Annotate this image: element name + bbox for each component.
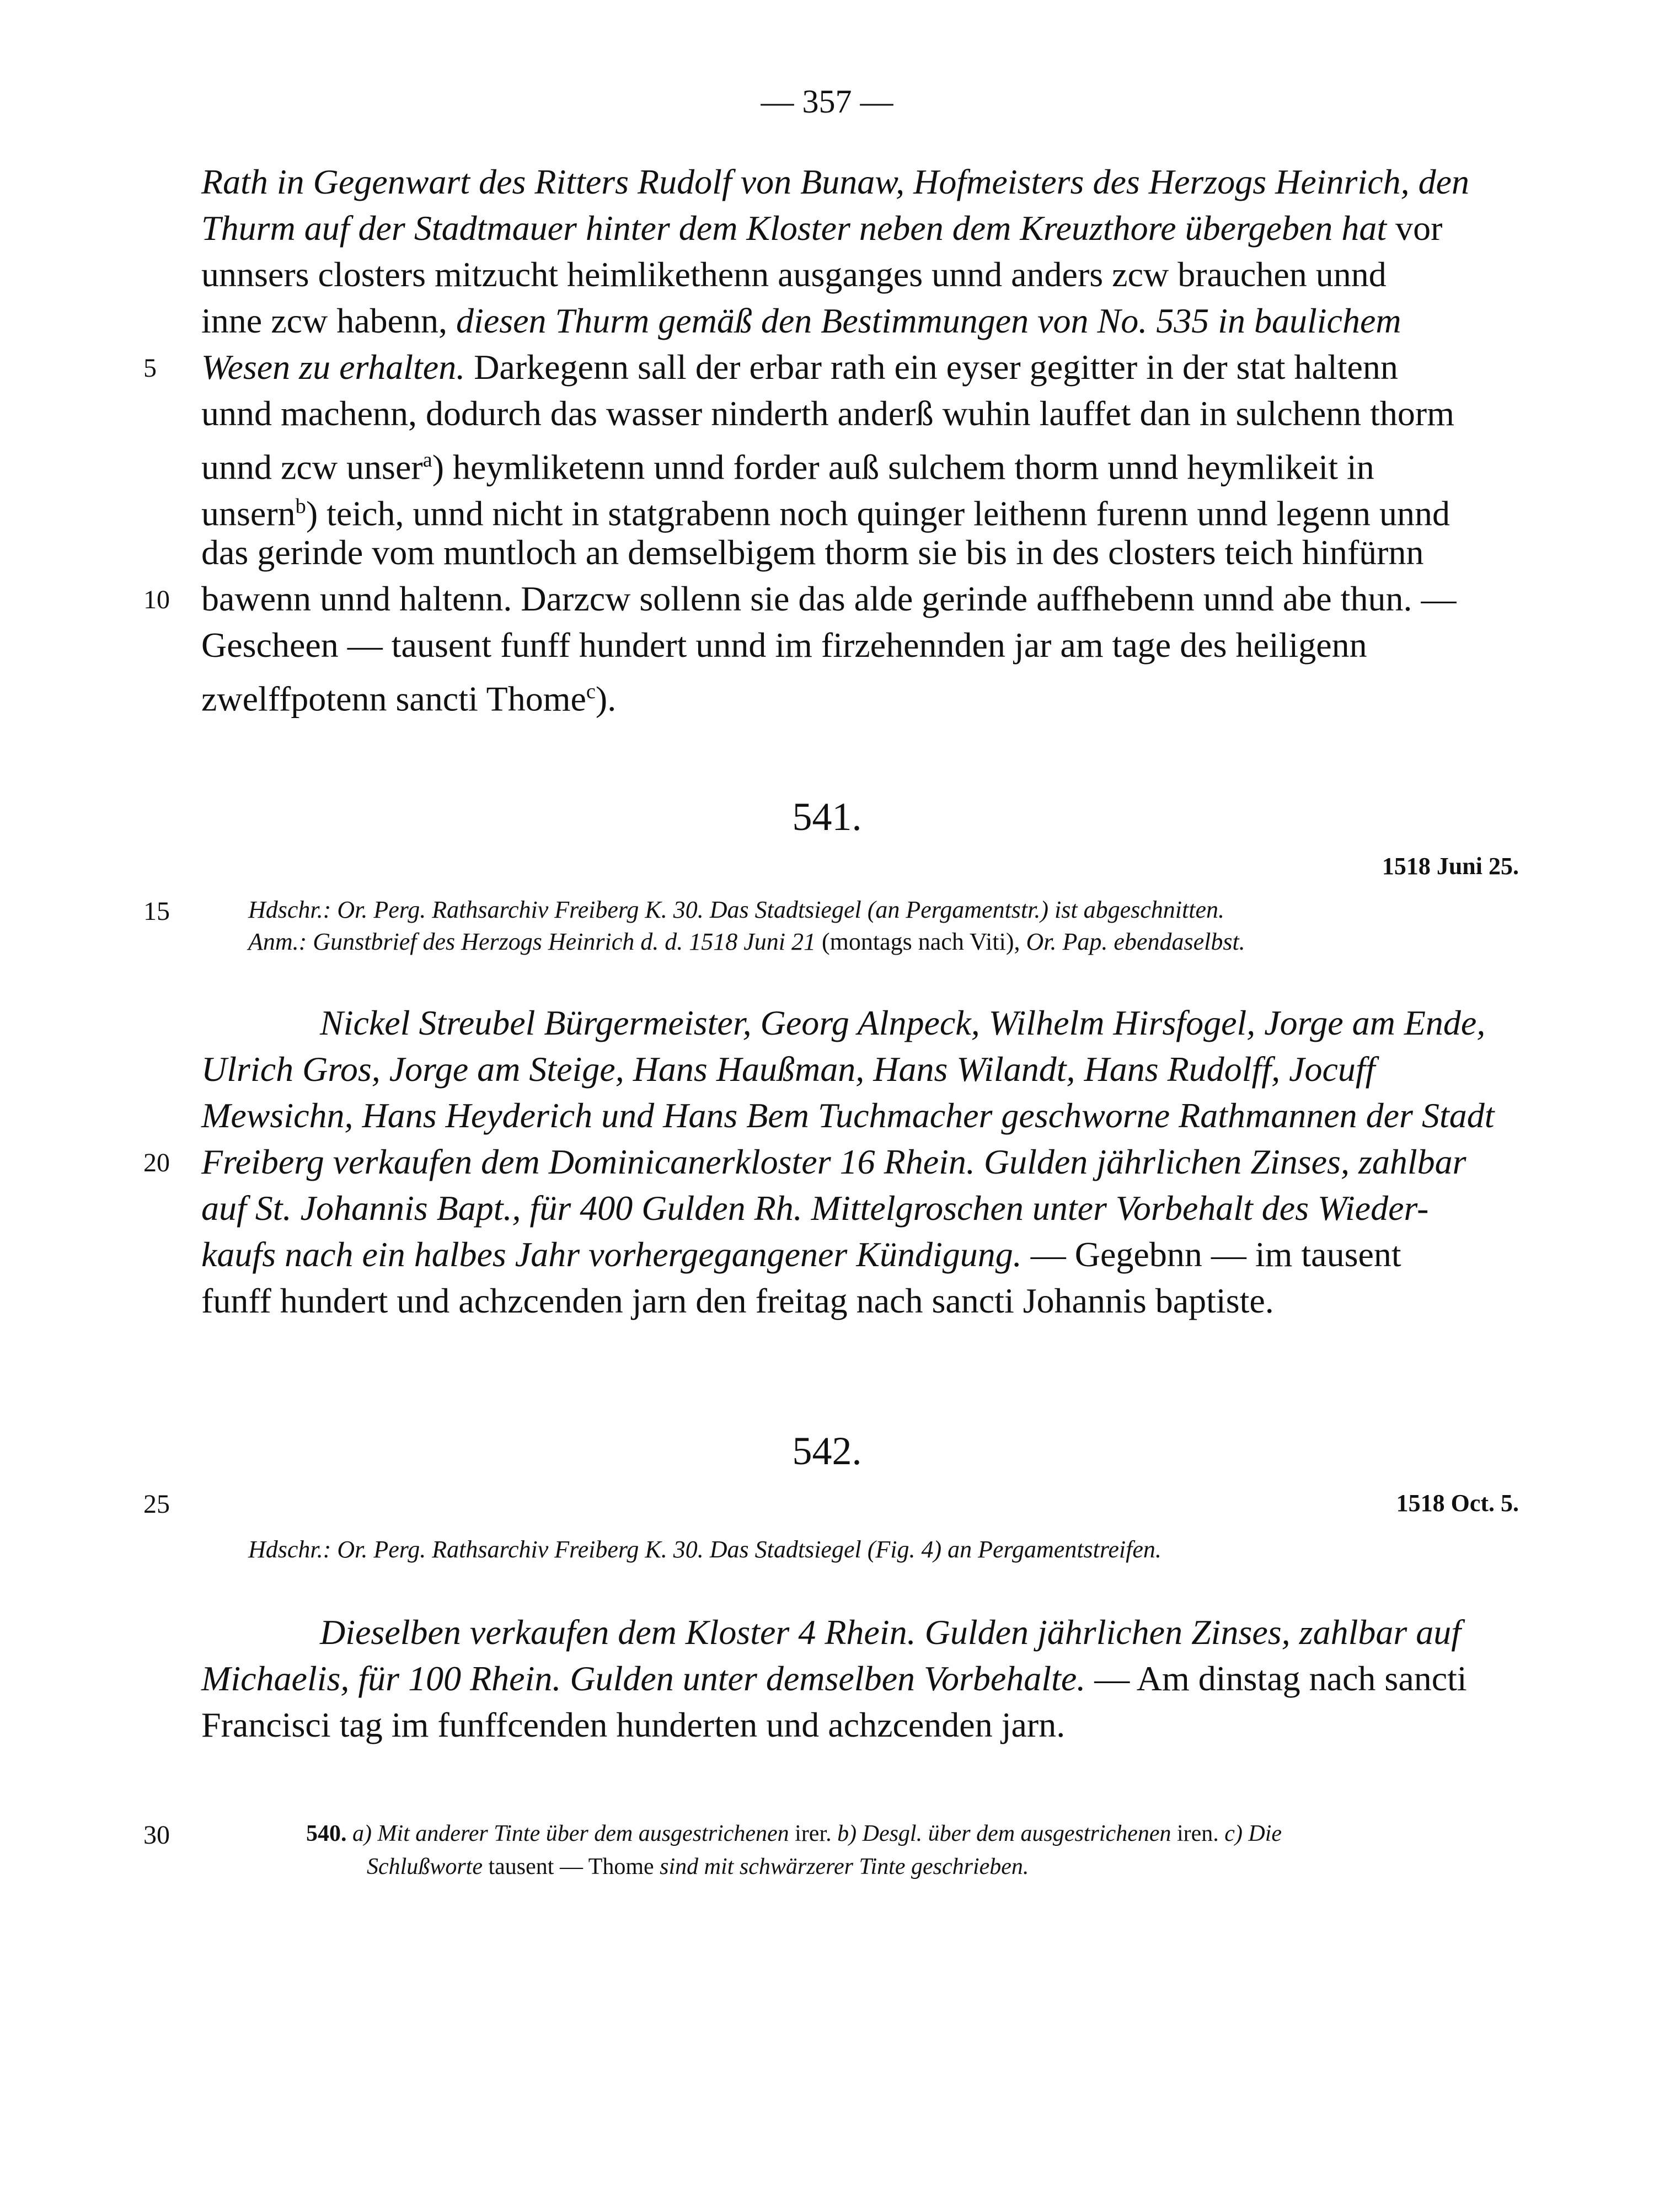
footnote-segment: irer. [789, 1821, 838, 1846]
page-number: — 357 — [761, 83, 893, 120]
doc542-line [320, 1610, 1461, 1654]
doc540-line [201, 299, 1401, 343]
doc542-line [201, 1703, 1065, 1747]
doc541-line [201, 1140, 1466, 1184]
doc540-segment: Rath in Gegenwart des Ritters Rudolf von Bunaw, Hofmeisters des Herzogs Heinrich, den [201, 162, 1469, 201]
document-number-542: 542. [792, 1429, 862, 1473]
doc540-line [201, 577, 1456, 621]
doc542-segment: Francisci tag im funffcenden hunderten und achzcenden jarn. [201, 1705, 1066, 1744]
doc540-segment: unnd zcw unser [201, 447, 423, 487]
date-541: 1518 Juni 25. [1382, 853, 1519, 880]
doc540-segment: inne zcw habenn, [201, 301, 457, 340]
footnote-segment: iren. [1171, 1821, 1225, 1846]
source541-segment: (montags nach Viti), [816, 928, 1026, 955]
doc541-line [201, 1233, 1401, 1277]
footnote-line [367, 1850, 1029, 1883]
doc540-segment: ) teich, unnd nicht in statgrabenn noch quinger leithenn furenn unnd legenn unnd [306, 494, 1450, 533]
footnote-segment: tausent — Thome [482, 1854, 660, 1879]
doc540-segment: unnd machenn, dodurch das wasser ninderth anderß wuhin lauffet dan in sulchenn thorm [201, 394, 1454, 433]
doc542-segment: Dieselben verkaufen dem Kloster 4 Rhein. Gulden jährlichen Zinses, zahlbar auf [320, 1613, 1462, 1652]
doc541-line [201, 1094, 1495, 1138]
doc540-segment: Darkegenn sall der erbar rath ein eyser gegitter in der stat haltenn [465, 347, 1398, 387]
line-number: 10 [143, 585, 170, 614]
source541-line [248, 893, 1224, 926]
line-number: 5 [143, 354, 157, 383]
doc540-segment: Wesen zu erhalten. [201, 347, 465, 387]
doc540-line [201, 345, 1398, 389]
doc541-line [201, 1186, 1428, 1230]
doc540-segment: b [295, 495, 306, 518]
doc540-line [201, 438, 1374, 489]
source542-line [248, 1533, 1161, 1566]
doc540-segment: Gescheen — tausent funff hundert unnd im firzehennden jar am tage des heiligenn [201, 625, 1367, 665]
line-number: 20 [143, 1148, 170, 1177]
doc541-segment: Freiberg verkaufen dem Dominicanerkloster 16 Rhein. Gulden jährlichen Zinses, zahlbar [201, 1142, 1466, 1181]
doc540-segment: vor [1387, 208, 1443, 248]
footnote-line [306, 1817, 1282, 1850]
doc540-segment: ) heymliketenn unnd forder auß sulchem thorm unnd heymlikeit in [432, 447, 1374, 487]
footnote-segment: sind mit schwärzerer Tinte geschrieben. [660, 1854, 1029, 1879]
document-number-541: 541. [792, 795, 862, 839]
doc540-segment: unsern [201, 494, 296, 533]
doc540-line [201, 392, 1454, 436]
doc540-segment: zwelffpotenn sancti Thome [201, 679, 586, 719]
doc541-line [320, 1001, 1485, 1045]
doc542-segment: — Am dinstag nach sancti [1085, 1659, 1467, 1698]
doc540-line [201, 160, 1469, 204]
doc542-segment: Michaelis, für 100 Rhein. Gulden unter demselben Vorbehalte. [201, 1659, 1086, 1698]
doc541-line [201, 1047, 1375, 1091]
date-542: 1518 Oct. 5. [1396, 1490, 1519, 1517]
doc540-segment: unnsers closters mitzucht heimlikethenn ausganges unnd anders zcw brauchen unnd [201, 255, 1387, 294]
source541-segment: Anm.: Gunstbrief des Herzogs Heinrich d. d. 1518 Juni 21 [248, 928, 816, 955]
doc540-segment: ). [595, 679, 617, 719]
doc540-line [201, 484, 1450, 535]
doc540-segment: das gerinde vom muntloch an demselbigem thorm sie bis in des closters teich hinfürnn [201, 533, 1424, 572]
line-number-15: 15 [143, 897, 170, 926]
doc540-segment: a [422, 448, 432, 472]
doc540-segment: c [586, 680, 596, 703]
doc540-line [201, 531, 1423, 575]
source542-segment: Hdschr.: Or. Perg. Rathsarchiv Freiberg K. 30. Das Stadtsiegel (Fig. 4) an Pergamentstreifen. [248, 1536, 1161, 1563]
doc541-segment: Mewsichn, Hans Heyderich und Hans Bem Tuchmacher geschworne Rathmannen der Stadt [201, 1096, 1495, 1135]
line-number-30: 30 [143, 1820, 170, 1850]
doc542-line [201, 1657, 1467, 1701]
doc540-segment: Thurm auf der Stadtmauer hinter dem Kloster neben dem Kreuzthore übergeben hat [201, 208, 1387, 248]
doc540-line [201, 623, 1367, 667]
doc540-line [201, 253, 1387, 297]
doc540-line [201, 670, 616, 721]
footnote-segment: 540. [306, 1821, 347, 1846]
source541-segment: Hdschr.: Or. Perg. Rathsarchiv Freiberg K. 30. Das Stadtsiegel (an Pergamentstr.) ist abgeschnitten. [248, 896, 1224, 923]
doc540-segment: bawenn unnd haltenn. Darzcw sollenn sie das alde gerinde auffhebenn unnd abe thun. — [201, 579, 1457, 618]
footnote-segment: a) Mit anderer Tinte über dem ausgestrichenen [346, 1821, 789, 1846]
doc541-segment: Ulrich Gros, Jorge am Steige, Hans Haußman, Hans Wilandt, Hans Rudolff, Jocuff [201, 1049, 1375, 1089]
line-number-25: 25 [143, 1490, 170, 1519]
doc541-line [201, 1279, 1274, 1323]
footnote-segment: Schlußworte [367, 1854, 483, 1879]
source541-line [248, 925, 1245, 958]
doc540-segment: diesen Thurm gemäß den Bestimmungen von No. 535 in baulichem [456, 301, 1401, 340]
doc541-segment: Nickel Streubel Bürgermeister, Georg Alnpeck, Wilhelm Hirsfogel, Jorge am Ende, [320, 1003, 1486, 1042]
doc541-segment: funff hundert und achzcenden jarn den freitag nach sancti Johannis baptiste. [201, 1281, 1274, 1320]
source541-segment: Or. Pap. ebendaselbst. [1026, 928, 1245, 955]
doc540-line [201, 206, 1442, 250]
doc541-segment: kaufs nach ein halbes Jahr vorhergegangener Kündigung. [201, 1235, 1022, 1274]
footnote-segment: c) Die [1224, 1821, 1282, 1846]
doc541-segment: auf St. Johannis Bapt., für 400 Gulden Rh. Mittelgroschen unter Vorbehalt des Wieder- [201, 1188, 1429, 1228]
footnote-segment: b) Desgl. über dem ausgestrichenen [837, 1821, 1171, 1846]
doc541-segment: — Gegebnn — im tausent [1021, 1235, 1401, 1274]
